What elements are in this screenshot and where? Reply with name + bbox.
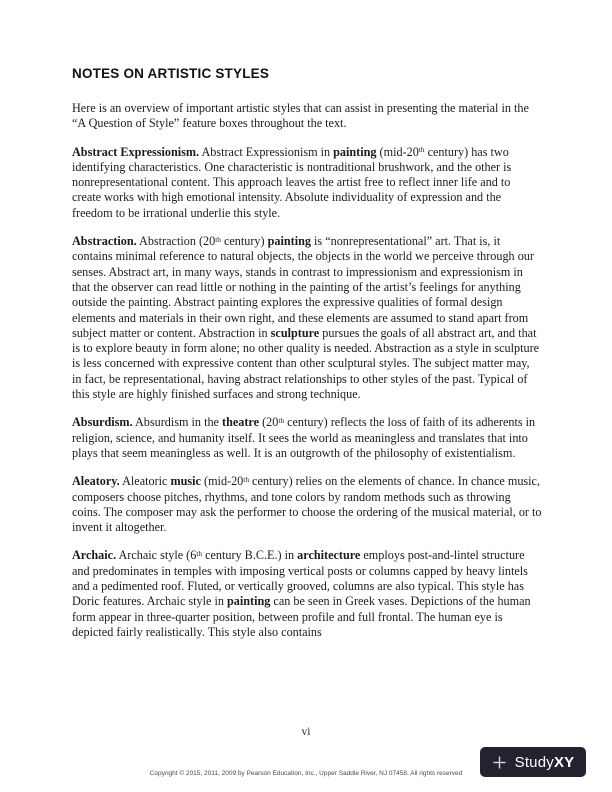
logo-text-study: Study [514,753,554,771]
page-content [72,0,542,653]
page-number: vi [301,726,311,738]
page-footer [0,744,612,792]
plus-icon [492,755,507,770]
paragraph-abstraction: Abstraction. Abstraction (20th century) painting is “nonrepresentational” art. That is, it contains minimal reference to natural objects, the objects in the world we perceive through our senses. Abstract art, in many ways, stands in contrast to impressionism and expressionism in that the observer can read little or nothing in the painting of the artist’s feelings for anything outside the painting. Abstract painting explores the expressive qualities of formal design elements and materials in their own right, and these elements are assumed to stand apart from subject matter or content. Abstraction in sculpture pursues the goals of all abstract art, and that is to explore beauty in form alone; no other quality is needed. Abstraction as a style in sculpture is less concerned with expressive content than other sculptural styles. The subject matter may, in fact, be representational, having abstract relationships to other styles of the past. Typical of this style are highly finished surfaces and strong technique. [72,234,540,402]
copyright-text: Copyright © 2015, 2011, 2009 by Pearson Education, Inc., Upper Saddle River, NJ 07458. All rights reserved [149,770,463,777]
logo-brand [515,754,575,771]
paragraph-archaic: Archaic. Archaic style (6th century B.C.E.) in architecture employs post-and-lintel structure and predominates in temples with imposing vertical posts or columns capped by heavy lintels and a pedimented roof. Fluted, or vertically grooved, columns are also typical. This style has Doric features. Archaic style in painting can be seen in Greek vases. Depictions of the human form appear in three-quarter position, between profile and full frontal. The human eye is depicted fairly realistically. This style also contains [72,548,531,639]
page-title: NOTES ON ARTISTIC STYLES [72,66,270,81]
paragraph-abstract-expressionism: Abstract Expressionism. Abstract Expressionism in painting (mid-20th century) has two identifying characteristics. One characteristic is nontraditional brushwork, and the other is nonrepresentational content. This approach leaves the artist free to reflect inner life and to create works with high emotional intensity. Absolute individuality of expression and the freedom to be irrational underlie this style. [72,144,512,220]
studyxy-logo [480,747,586,777]
logo-text-xy: XY [553,753,575,771]
paragraph-aleatory: Aleatory. Aleatoric music (mid-20th century) relies on the elements of chance. In chance music, composers choose pitches, rhythms, and tone colors by random methods such as throwing coins. The composer may ask the performer to choose the ordering of the musical material, or to invent it altogether. [72,474,542,535]
intro-paragraph: Here is an overview of important artistic styles that can assist in presenting the material in the “A Question of Style” feature boxes throughout the text. [72,101,529,131]
paragraph-absurdism: Absurdism. Absurdism in the theatre (20th century) reflects the loss of faith of its adherents in religion, science, and humanity itself. It sees the world as meaningless and translates that into plays that seem meaningless as well. It is an outgrowth of the philosophy of existentialism. [72,415,536,460]
